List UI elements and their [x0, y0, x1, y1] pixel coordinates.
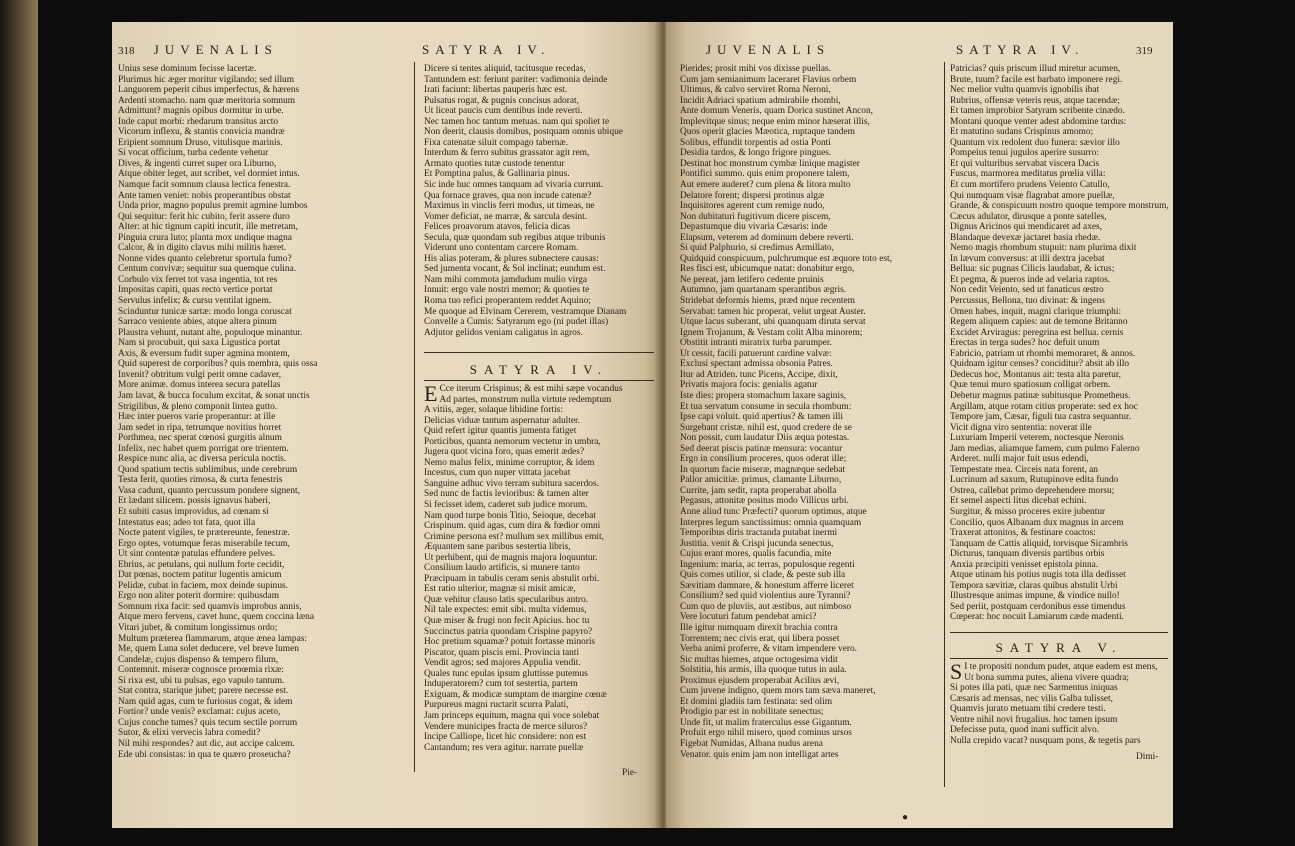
- text-line: Ignem Trojanum, & Vestam colit Alba minorem;: [680, 327, 863, 338]
- text-line: Tanquam de Cattis aliquid, torvisque Sicambris: [950, 538, 1128, 549]
- left-satyra-heading: SATYRA IV.: [469, 362, 609, 377]
- text-line: Somnum rixa facit: sed quamvis improbus annis,: [118, 601, 302, 612]
- text-line: Et lædant silicem. possis ignavus haberi,: [118, 496, 271, 507]
- text-line: Delicias viduæ tantum aspernatur adulter.: [424, 415, 580, 426]
- text-line: Anne aliud tunc Præfecti? quorum optimus, atque: [680, 506, 867, 517]
- text-line: Ardenti stomacho. nam quæ meritoria somnum: [118, 95, 296, 106]
- right-column-b: [950, 64, 1170, 623]
- text-line: Adjutor gelidos veniam caligatus in agros.: [424, 327, 583, 338]
- text-line: Inde caput morbi: rhedarum transitus arcto: [118, 116, 279, 127]
- text-line: Servulus infelix; & cursu ventilat ignem.: [118, 296, 272, 307]
- text-line: Surgitur, & misso proceres exire jubentur: [950, 506, 1106, 517]
- text-line: Et semel aspecti litus dicebat echini.: [950, 496, 1087, 507]
- text-line: Si potes illa pati, quæ nec Sarmentus iniquas: [950, 683, 1118, 694]
- text-line: Vitari jubet, & comitum longissimus ordo;: [118, 622, 278, 633]
- left-column-a: [118, 64, 410, 760]
- text-line: Scinduntur tunicæ sartæ: modo longa coruscat: [118, 306, 292, 317]
- left-catchword: Pie-: [622, 768, 638, 778]
- text-line: Surgebant cristæ. nihil est, quod credere de se: [680, 422, 852, 433]
- text-line: Implevitque sinus; neque enim minor hæserat illis,: [680, 116, 870, 127]
- text-line: Itur ad Atriden. tunc Picens, Accipe, dixit,: [680, 369, 838, 380]
- text-line: Traxerat attonitos, & festinare coactos:: [950, 528, 1096, 539]
- text-line: Et Pomptina palus, & Gallinaria pinus.: [424, 169, 570, 180]
- text-line: Invenit? obtritum vulgi perit omne cadaver,: [118, 369, 282, 380]
- text-line: Contemnit. miseræ cognosce proœmia rixæ:: [118, 665, 284, 676]
- text-line: Autumno, jam quartanam sperantibus ægris.: [680, 285, 847, 296]
- text-line: Quis comes utilior, si clade, & peste sub illa: [680, 570, 846, 581]
- text-line: Si rixa est, ubi tu pulsas, ego vapulo tantum.: [118, 675, 285, 686]
- text-line: Centum convivæ; sequitur sua quemque culina.: [118, 264, 297, 275]
- left-column-c: [424, 381, 656, 753]
- text-line: Cce iterum Crispinus; & est mihi sæpe vocandus: [439, 384, 623, 394]
- text-line: Lucrinum ad saxum, Rutupinove edita fundo: [950, 475, 1119, 486]
- text-line: Quamvis jurato metuam tibi credere testi.: [950, 704, 1106, 715]
- text-line: Namque facit somnum clausa lectica fenestra.: [118, 180, 291, 191]
- text-line: Solstitia, his armis, illa quoque tutus in aula.: [680, 665, 847, 676]
- text-line: Impositas capiti, quas recto vertice portat: [118, 285, 273, 296]
- text-line: Ante domum Veneris, quam Dorica sustinet Ancon,: [680, 106, 874, 117]
- text-line: Erectas in terga sudes? hoc defuit unum: [950, 338, 1100, 349]
- text-line: Quod spatium tectis sublimibus, unde cerebrum: [118, 464, 298, 475]
- right-column-a: [680, 64, 940, 760]
- text-line: In lævum conversus: at illi dextra jacebat: [950, 253, 1105, 264]
- text-line: Regem aliquem capies: aut de temone Britanno: [950, 317, 1128, 328]
- text-line: Succinctus patria quondam Crispine papyro?: [424, 626, 593, 637]
- text-line: Cujus conche tumes? quis tecum sectile porrum: [118, 717, 298, 728]
- text-line: Grande, & conspicuum nostro quoque tempore monstrum,: [950, 201, 1169, 212]
- text-line: Nam mihi commota jamdudum mulio virga: [424, 274, 588, 285]
- text-line: Cantandum; res vera agitur. narrate puellæ: [424, 742, 584, 753]
- text-line: Stridebat deformis hiems, præd nque recentem: [680, 296, 855, 307]
- text-line: Quid refert igitur quantis jumenta fatiget: [424, 426, 577, 437]
- text-line: Nil tale expectes: emit sibi. multa videmus,: [424, 605, 587, 616]
- text-line: Utque lacus suberant, ubi quanquam diruta servat: [680, 317, 866, 328]
- text-line: Sed nunc de factis levioribus: & tamen alter: [424, 489, 589, 500]
- text-line: Atque mero fervens, cavet hunc, quem coccina læna: [118, 612, 315, 623]
- text-line: Profuit ergo nihil misero, quod cominus ursos: [680, 728, 852, 739]
- text-line: Ebrius, ac petulans, qui nullum forte cecidit,: [118, 559, 285, 570]
- text-line: Delatore forent; dispersi protinus algæ: [680, 190, 825, 201]
- text-line: Et domini gladiis tam festinata: sed olim: [680, 696, 833, 707]
- text-line: More animæ. domus interea secura patellas: [118, 380, 281, 391]
- text-line: Depastumque diu vivaria Cæsaris: inde: [680, 222, 828, 233]
- left-page: [112, 22, 661, 828]
- text-line: Cujus erant mores, qualis facundia, mite: [680, 549, 832, 560]
- text-line: Cæsaris ad mensas, nec vilis Galba tulisset,: [950, 693, 1113, 704]
- text-line: Ante tamen veniet: nobis properantibus obstat: [118, 190, 291, 201]
- text-line: Vomer deficiat, ne marræ, & sarcula desint.: [424, 211, 588, 222]
- left-header-satyra: SATYRA IV.: [422, 42, 551, 57]
- text-line: Dicturus, tanquam diversis partibus orbis: [950, 549, 1105, 560]
- text-line: Jam sedet in ripa, tetrumque novitius horret: [118, 422, 282, 433]
- text-line: Qui numquam visæ flagrabat amore puellæ,: [950, 190, 1115, 201]
- text-line: Figebat Numidas, Albana nudus arena: [680, 739, 823, 749]
- text-line: Quæ miser & frugi non fecit Apicius. hoc tu: [424, 616, 590, 627]
- text-line: Concilio, quos Albanam dux magnus in arcem: [950, 517, 1124, 528]
- text-line: Testa ferit, quoties rimosa, & curta fenestris: [118, 475, 283, 486]
- text-line: Non possit, cum laudatur Diis æqua potestas.: [680, 433, 850, 444]
- text-line: Currite, jam sedit, rapta properabat abolla: [680, 485, 837, 496]
- text-line: Ad partes, monstrum nulla virtute redemptum: [439, 394, 612, 405]
- text-line: Tempore jam, Cæsar, figuli tua castra sequantur.: [950, 412, 1131, 423]
- text-line: Ventre nihil novi frugalius. hoc tamen ipsum: [950, 714, 1118, 725]
- text-line: Nemo malus felix, minime corruptor, & idem: [424, 457, 595, 468]
- text-line: Sed periit, postquam cerdonibus esse timendus: [950, 601, 1126, 612]
- text-line: I te propositi nondum pudet, atque eadem est mens,: [964, 662, 1158, 672]
- text-line: Me, quem Luna solet deducere, vel breve lumen: [118, 644, 299, 655]
- text-line: Ingenium: maria, ac terras, populosque regenti: [680, 559, 855, 570]
- text-line: Fortior? unde venis? exclamat: cujus aceto,: [118, 707, 281, 718]
- text-line: Percussus, Bellona, tuo divinat: & ingens: [950, 296, 1105, 307]
- text-line: Dedecus hoc, Montanus ait: testa alta paretur,: [950, 369, 1121, 380]
- text-line: Anxia præcipiti venisset epistola pinna.: [950, 559, 1099, 570]
- text-line: Ne pereat, jam letifero cedente pruinis: [680, 274, 824, 285]
- text-line: Unda prior, magno populus premit agmine lumbos: [118, 201, 308, 212]
- text-line: Ergo non aliter poterit dormire: quibusdam: [118, 591, 279, 602]
- text-line: Prodigio par est in nobilitate senectus;: [680, 707, 824, 718]
- text-line: Plaustra vehunt, nutant alte, populoque minantur.: [118, 327, 303, 338]
- text-line: Non cedit Veiento, sed ut fanaticus œstro: [950, 285, 1104, 296]
- text-line: Dives, & ingenti curret super ora Liburno,: [118, 158, 277, 169]
- text-line: Non dubitaturi fugitivum dicere piscem,: [680, 211, 831, 222]
- text-line: Sanguine adhuc vivo terram subitura sacerdos.: [424, 478, 599, 489]
- text-line: A vitiis, æger, solaque libidine fortis:: [424, 405, 563, 416]
- text-line: Sævitiam damnare, & honestum afferre liceret: [680, 580, 854, 591]
- text-line: Dicere si tentes aliquid, tacitusque recedas,: [424, 64, 586, 74]
- text-line: Nec tamen hoc tantum metuas. nam qui spoliet te: [424, 116, 610, 127]
- text-line: Pierides; prosit mihi vos dixisse puellas.: [680, 64, 832, 74]
- text-line: Proximus ejusdem properabat Acilius ævi,: [680, 675, 840, 686]
- text-line: Crispinum. quid agas, cum dira & fœdior omni: [424, 521, 601, 532]
- text-line: Atque utinam his potius nugis tota illa dedisset: [950, 570, 1126, 581]
- left-page-number: 318: [118, 45, 135, 57]
- text-line: Nec melior vultu quamvis ignobilis ibat: [950, 85, 1100, 96]
- text-line: Me quoque ad Elvinam Cererem, vestramque Dianam: [424, 306, 627, 317]
- text-line: Jugera quot vicina foro, quas emerit ædes?: [424, 447, 585, 458]
- right-catchword: Dimi-: [1136, 752, 1159, 762]
- text-line: Exiguam, & modicæ sumptam de margine cœnæ: [424, 689, 607, 700]
- text-line: Sutor, & elixi vervecis labra comedit?: [118, 728, 261, 739]
- text-line: Ut cessit, facili patuerunt cardine valvæ:: [680, 348, 832, 359]
- text-line: Ille igitur numquam direxit brachia contra: [680, 622, 838, 633]
- text-line: Tempora sævitiæ, claras quibus abstulit Urbi: [950, 580, 1118, 591]
- text-line: Armato quoties tutæ custode tenentur: [424, 158, 565, 169]
- text-line: Piscator, quam piscis emi. Provincia tanti: [424, 647, 580, 658]
- text-line: Quantum vix redolent duo funera: sævior illo: [950, 137, 1120, 148]
- text-line: Quid superest de corporibus? quis membra, quis ossa: [118, 359, 318, 370]
- text-line: Sed jumenta vocant, & Sol inclinat; eundum est.: [424, 264, 606, 275]
- text-line: Cum jam semianimum laceraret Flavius orbem: [680, 74, 857, 85]
- text-line: Patricias? quis priscum illud miretur acumen,: [950, 64, 1121, 74]
- text-line: Pompeius tenui jugulos aperire susurro:: [950, 148, 1099, 159]
- text-line: Brute, tuum? facile est barbato imponere regi.: [950, 74, 1123, 85]
- text-line: Qua fornace graves, qua non incude catenæ?: [424, 190, 592, 201]
- text-line: Pelidæ, cubat in faciem, mox deinde supinus.: [118, 580, 289, 591]
- text-line: Nam si procubuit, qui saxa Ligustica portat: [118, 338, 281, 349]
- text-line: Plurimus hic æger moritur vigilando; sed illum: [118, 74, 295, 85]
- text-line: Elapsum, veterem ad dominum debere reverti.: [680, 232, 854, 243]
- right-header-satyra: SATYRA IV.: [956, 42, 1085, 57]
- text-line: Ergo in consilium proceres, quos oderat ille;: [680, 454, 847, 465]
- text-line: Ultimus, & calvo serviret Roma Neroni,: [680, 85, 831, 96]
- text-line: Nulla crepido vacat? nusquam pons, & tegetis pars: [950, 735, 1141, 746]
- text-line: Et tua servatum consume in secula rhombum:: [680, 401, 852, 412]
- text-line: Nemo magis rhombum stupuit: nam plurima dixit: [950, 243, 1137, 254]
- text-line: Qui sequitur: ferit hic cubito, ferit assere duro: [118, 211, 290, 222]
- text-line: Ergo optes, votumque feras miserabile tecum,: [118, 538, 290, 549]
- text-line: Induperatorem? cum tot sestertia, partem: [424, 679, 578, 690]
- left-column-b: [424, 64, 656, 338]
- text-line: Irati faciunt: libertas pauperis hæc est.: [424, 85, 568, 96]
- text-line: Luxuriam Imperii veterem, noctesque Neronis: [950, 433, 1124, 444]
- text-line: Candelæ, cujus dispenso & tempero filum,: [118, 654, 279, 665]
- text-line: Et tamen improbior Satyram scribente cinædo.: [950, 106, 1125, 117]
- text-line: Est ratio ulterior, magnæ si misit amicæ,: [424, 584, 576, 595]
- text-line: Nil mihi respondes? aut dic, aut accipe calcem.: [118, 739, 295, 749]
- text-line: Felices proavorum atavos, felicia dicas: [424, 222, 571, 233]
- text-line: Cum juvene indigno, quem mors tam sæva maneret,: [680, 686, 876, 697]
- right-page-number-wrap: [1136, 42, 1153, 58]
- text-line: Servabat: tamen hic properat, velut urgeat Auster.: [680, 306, 866, 317]
- text-line: Secula, quæ quondam sub regibus atque tribunis: [424, 232, 606, 243]
- text-line: Ut perhibent, qui de magnis majora loquuntur.: [424, 552, 598, 563]
- right-satyra-heading: SATYRA V.: [995, 640, 1123, 655]
- text-line: Rubrius, offensæ veteris reus, atque tacendæ;: [950, 95, 1120, 106]
- text-line: Vasa cadunt, quanto percussum pondere signent,: [118, 485, 300, 496]
- left-header-title: JUVENALIS: [153, 42, 278, 57]
- left-page-header: [118, 42, 278, 58]
- text-line: Arderet. nulli major fuit usus edendi,: [950, 454, 1089, 465]
- text-line: Vendere municipes fracta de merce siluros?: [424, 721, 588, 732]
- text-line: Omen habes, inquit, magni clarique triumphi:: [950, 306, 1122, 317]
- text-line: Ut liceat paucis cum dentibus inde reverti.: [424, 106, 583, 117]
- text-line: Eripient somnum Druso, vitulisque marinis.: [118, 137, 283, 148]
- text-line: Et pegma, & pueros inde ad velaria raptos.: [950, 274, 1111, 285]
- text-line: Incestus, cum quo nuper vittata jacebat: [424, 468, 571, 479]
- left-satyra-rule-top: [424, 352, 654, 353]
- text-line: Vendit agros; sed majores Appulia vendit.: [424, 658, 581, 669]
- text-line: Res fisci est, ubicumque natat: donabitur ergo,: [680, 264, 855, 275]
- text-line: Argillam, atque rotam citius properate: sed ex hoc: [950, 401, 1138, 412]
- text-line: Convelle a Cumis: Satyrarum ego (ni pudet illas): [424, 317, 609, 328]
- text-line: Privatis majora focis: genialis agatur: [680, 380, 818, 391]
- text-line: Interpres legum sanctissimus: omnia quamquam: [680, 517, 862, 528]
- text-line: Iste dies: propera stomachum laxare saginis,: [680, 390, 847, 401]
- text-line: Alter: at hic tignum capiti incutit, ille metretam,: [118, 222, 298, 233]
- text-line: Quales tunc epulas ipsum gluttisse putemus: [424, 668, 588, 679]
- text-line: Ut sint contentæ patulas effundere pelves.: [118, 549, 276, 560]
- text-line: Et subiti casus improvidus, ad cœnam si: [118, 506, 269, 517]
- text-line: Pontifici summo. quis enim proponere talem,: [680, 169, 850, 180]
- text-line: Exclusi spectant admissa obsonia Patres.: [680, 359, 833, 370]
- text-line: Porticibus, quanta nemorum vectetur in umbra,: [424, 436, 601, 447]
- text-line: Si fecisset idem, caderet sub judice morum.: [424, 500, 588, 511]
- text-line: Destinat hoc monstrum cymbæ linique magister: [680, 158, 860, 169]
- text-line: Nonne vides quanto celebretur sportula fumo?: [118, 253, 292, 264]
- text-line: Æquantem sane paribus sestertia libris,: [424, 542, 571, 553]
- text-line: Admittunt? magnis opibus dormitur in urbe.: [118, 106, 284, 117]
- text-line: Jam medias, aliamque famem, cum pulmo Falerno: [950, 443, 1140, 454]
- text-line: Roma tuo refici properantem reddet Aquino;: [424, 296, 591, 307]
- text-line: Jam princeps equitum, magna qui voce solebat: [424, 710, 600, 721]
- text-line: Torrentem; nec civis erat, qui libera posset: [680, 633, 840, 644]
- text-line: Et qui vulturibus servabat viscera Dacis: [950, 158, 1100, 169]
- text-line: Hoc pretium squamæ? potuit fortasse minoris: [424, 637, 596, 648]
- text-line: Jam lavat, & bucca foculum excitat, & sonat unctis: [118, 390, 310, 401]
- right-page-number: 319: [1136, 45, 1153, 57]
- text-line: Viderunt uno contentam carcere Romam.: [424, 243, 579, 254]
- text-line: Purpureus magni ructarit scurra Palati,: [424, 700, 569, 711]
- text-line: Obstitit intranti miratrix turba parumper.: [680, 338, 832, 349]
- text-line: Axis, & eversum fudit super agmina montem,: [118, 348, 290, 359]
- text-line: Vicorum inflexu, & stantis convicia mandræ: [118, 127, 285, 138]
- bottom-ornament-icon: ●: [902, 812, 909, 823]
- text-line: Sic multas hiemes, atque octogesima vidit: [680, 654, 838, 665]
- text-line: Quidquid conspicuum, pulchrumque est æquore toto est,: [680, 253, 892, 264]
- text-line: Calcor, & in digito clavus mihi militis hæret.: [118, 243, 287, 254]
- text-line: Debetur magnus patinæ subitusque Prometheus.: [950, 390, 1131, 401]
- text-line: Pallor amicitiæ. primus, clamante Liburno,: [680, 475, 842, 486]
- text-line: Cum quo de pluviis, aut æstibus, aut nimboso: [680, 601, 852, 612]
- text-line: Strigilibus, & pleno componit lintea gutto.: [118, 401, 278, 412]
- text-line: Unde fit, ut malim fraterculus esse Gigantum.: [680, 717, 852, 728]
- left-dropcap: E: [424, 381, 438, 406]
- text-line: Defecisse puta, quod inani sufficit alvo.: [950, 725, 1100, 736]
- text-line: Cæcus adulator, dirusque a ponte satelles,: [950, 211, 1107, 222]
- text-line: Nam quod turpe bonis Titio, Seioque, decebat: [424, 510, 596, 521]
- text-line: Quos operit glacies Mæotica, ruptaque tandem: [680, 127, 855, 138]
- text-line: Pegasus, attonitæ positus modo Villicus urbi.: [680, 496, 849, 507]
- text-line: Solibus, effundit torpentis ad ostia Ponti: [680, 137, 831, 148]
- text-line: Montani quoque venter adest abdomine tardus:: [950, 116, 1127, 127]
- text-line: Nocte patent vigiles, te prætereunte, fenestræ.: [118, 528, 290, 539]
- text-line: Ipse capi voluit. quid apertius? & tamen illi: [680, 412, 843, 423]
- text-line: Verba animi proferre, & vitam impendere vero.: [680, 644, 858, 655]
- text-line: Tempestate mea. Circeis nata forent, an: [950, 464, 1098, 475]
- text-line: Interdum & ferro subitus grassator agit rem,: [424, 148, 590, 159]
- text-line: Cœperat: hoc nocuit Lamiarum cæde madenti.: [950, 612, 1124, 623]
- text-line: Consilium laudo artificis, si munere tanto: [424, 563, 580, 574]
- text-line: His alias poteram, & plures subnectere causas:: [424, 253, 599, 264]
- text-line: Maximus in vinclis ferri modus, ut timeas, ne: [424, 201, 595, 212]
- text-line: Dat pœnas, noctem patitur lugentis amicum: [118, 570, 282, 581]
- text-line: Et cum mortifero prudens Veiento Catullo,: [950, 180, 1110, 191]
- text-line: Justitia. venit & Crispi jucunda senectus,: [680, 538, 834, 549]
- left-book-edge: [0, 0, 38, 846]
- text-line: Non deerit, clausis domibus, postquam omnis ubique: [424, 127, 623, 138]
- right-satyra-rule-bottom: [950, 658, 1168, 659]
- text-line: Sed deerat piscis patinæ mensura: vocantur: [680, 443, 843, 454]
- text-line: Fixa catenatæ siluit compago tabernæ.: [424, 137, 568, 148]
- text-line: Porthmea, nec sperat cœnosi gurgitis alnum: [118, 433, 282, 444]
- text-line: Ostrea, callebat primo deprehendere morsu;: [950, 485, 1115, 496]
- text-line: Incidit Adriaci spatium admirabile rhombi,: [680, 95, 841, 106]
- text-line: Nam quid agas, cum te furiosus cogat, & idem: [118, 696, 293, 707]
- text-line: Respice nunc alia, ac diversa pericula noctis.: [118, 454, 287, 465]
- text-line: Quæ vehitur clauso latis specularibus antro.: [424, 594, 589, 605]
- text-line: Inquisitores agerent cum remige nudo,: [680, 201, 825, 212]
- text-line: Et matutino sudans Crispinus amomo;: [950, 127, 1094, 138]
- text-line: Desidia tardos, & longo frigore pingues.: [680, 148, 832, 159]
- text-line: Blandaque devexæ jactaret basia rhedæ.: [950, 232, 1101, 243]
- right-dropcap: S: [950, 659, 963, 684]
- text-line: Venator. quis enim jam non intelligat artes: [680, 749, 839, 760]
- text-line: Quidnam igitur censes? conciditur? absit ab illo: [950, 359, 1130, 370]
- text-line: Excidet Arviragus: peregrina est bellua. cernis: [950, 327, 1124, 338]
- text-line: Innuit: ergo vale nostri memor; & quoties te: [424, 285, 590, 296]
- text-line: Tantundem est: feriunt pariter: vadimonia deinde: [424, 74, 608, 85]
- text-line: Corbulo vix ferret tot vasa ingentia, tot res: [118, 274, 278, 285]
- left-satyra-rule-bottom: [424, 380, 654, 381]
- text-line: Atque obiter leget, aut scribet, vel dormiet intus.: [118, 169, 300, 180]
- text-line: Bellua: sic pugnas Cilicis laudabat, & ictus;: [950, 264, 1115, 275]
- text-line: Crimine persona est? mullum sex millibus emit,: [424, 531, 604, 542]
- right-satyra-rule-top: [950, 632, 1168, 633]
- text-line: Infelix, nec habet quem porrigat ore trientem.: [118, 443, 289, 454]
- text-line: Hæc inter pueros varie properantur: at ille: [118, 412, 276, 423]
- right-header-title: JUVENALIS: [706, 42, 831, 57]
- text-line: Incipe Calliope, licet hic considere: non est: [424, 732, 587, 743]
- text-line: Vicit digna viro sententia: noverat ille: [950, 422, 1092, 433]
- left-column-rule: [414, 62, 415, 772]
- text-line: Sarraco veniente abies, atque altera pinum: [118, 317, 277, 328]
- text-line: Præcipuam in tabulis ceram senis abstulit orbi.: [424, 573, 600, 584]
- text-line: Ut bona summa putes, aliena vivere quadra;: [964, 672, 1130, 683]
- text-line: Fuscus, marmorea meditatus prœlia villa:: [950, 169, 1106, 180]
- text-line: Pulsatus rogat, & pugnis concisus adorat,: [424, 95, 579, 106]
- text-line: Quæ tenui muro spatiosum colligat orbem.: [950, 380, 1111, 391]
- text-line: Sic inde huc omnes tanquam ad vivaria currunt.: [424, 180, 604, 191]
- text-line: Ede ubi consistas: in qua te quæro proseucha?: [118, 749, 291, 760]
- text-line: Fabricio, patriam ut rhombi memoraret, & annos.: [950, 348, 1136, 359]
- text-line: Multum præterea flammarum, atque ænea lampas:: [118, 633, 308, 644]
- text-line: Dignus Aricinos qui mendicaret ad axes,: [950, 222, 1103, 233]
- text-line: In quorum facie miseræ, magnæque sedebat: [680, 464, 846, 475]
- text-line: Stat contra, starique jubet; parere necesse est.: [118, 686, 289, 697]
- right-column-rule: [944, 62, 945, 787]
- text-line: Temporibus diris tractanda putabat inermi: [680, 528, 838, 539]
- text-line: Si vocat officium, turba cedente vehetur: [118, 148, 269, 159]
- right-column-c: [950, 659, 1170, 746]
- text-line: Illustresque animas impune, & vindice nullo!: [950, 591, 1120, 602]
- text-line: Languorem peperit cibus imperfectus, & hærens: [118, 85, 300, 96]
- text-line: Consilium? sed quid violentius aure Tyranni?: [680, 591, 851, 602]
- text-line: Aut emere auderet? cum plena & litora multo: [680, 180, 851, 191]
- text-line: Intestatus eas; adeo tot fata, quot illa: [118, 517, 256, 528]
- text-line: Vere locuturi fatum pendebat amici?: [680, 612, 817, 623]
- text-line: Unius sese dominum fecisse lacertæ.: [118, 64, 257, 74]
- text-line: Si quid Palphurio, si credimus Armillato,: [680, 243, 834, 254]
- right-page: [666, 22, 1173, 828]
- text-line: Pinguia crura luto; planta mox undique magna: [118, 232, 292, 243]
